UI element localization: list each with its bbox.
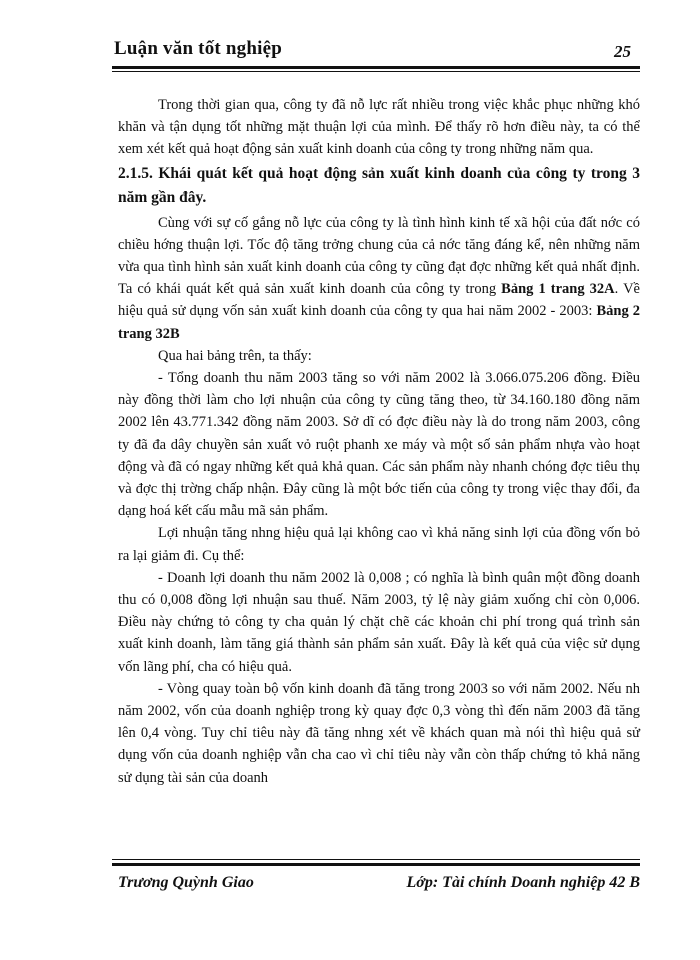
- paragraph-overview: [118, 212, 640, 345]
- paragraph-summary-intro: Qua hai bảng trên, ta thấy:: [158, 347, 312, 364]
- footer-class: Lớp: Tài chính Doanh nghiệp 42 B: [406, 874, 640, 891]
- paragraph-profit: Lợi nhuận tăng nhng hiệu quả lại không cao vì khả năng sinh lợi của đồng vốn bỏ ra lại giảm đi. Cụ thể:: [118, 525, 640, 564]
- page-number: 25: [614, 42, 631, 61]
- table-reference-2: Bảng 2 trang 32B: [118, 303, 640, 342]
- footer-rule-thin: [112, 859, 640, 860]
- paragraph-revenue: - Tổng doanh thu năm 2003 tăng so với năm 2002 là 3.066.075.206 đồng. Điều này đồng thời làm cho lợi nhuận của công ty cũng tăng theo, từ 34.160.180 đồng năm 2002 lên 43.771.342 đồng năm 2003. Sở dĩ có đợc điều này là do trong năm 2003, công ty đã đa dây chuyền sản xuất vỏ ruột phanh xe máy và một số sản phẩm nhựa vào hoạt động và đã có ngay những kết quả khả quan. Các sản phẩm này nhanh chóng đợc tiêu thụ và đợc thị trờng chấp nhận. Đây cũng là một bớc tiến của công ty trong việc thay đổi, đa dạng hoá kết cấu mẫu mã sản phẩm.: [118, 370, 640, 520]
- header-title: Luận văn tốt nghiệp: [114, 38, 282, 59]
- table-reference-1: Bảng 1 trang 32A: [501, 281, 615, 298]
- header-rule-thick: [112, 66, 640, 69]
- paragraph-margin: - Doanh lợi doanh thu năm 2002 là 0,008 ; có nghĩa là bình quân một đồng doanh thu có 0,008 đồng lợi nhuận sau thuế. Năm 2003, tỷ lệ này giảm xuống chỉ còn 0,006. Điều này chứng tỏ công ty cha quản lý chặt chẽ các khoản chi phí trong quá trình sản xuất kinh doanh, làm tăng giá thành sản phẩm sản xuất. Đây là kết quả của việc sử dụng vốn lãng phí, cha có hiệu quả.: [118, 569, 640, 675]
- header-rule-thin: [112, 71, 640, 72]
- paragraph-turnover: - Vòng quay toàn bộ vốn kinh doanh đã tăng trong 2003 so với năm 2002. Nếu nh năm 2002, vốn của doanh nghiệp trong kỳ quay đợc 0,3 vòng thì đến năm 2003 đã tăng lên 0,4 vòng. Tuy chỉ tiêu này đã tăng nhng xét về khách quan mà nói thì hiệu quả sử dụng vốn của doanh nghiệp vẫn cha cao vì chỉ tiêu này vẫn còn thấp chứng tỏ khả năng sử dụng tài sản của doanh: [118, 680, 640, 786]
- page-body: [118, 94, 640, 789]
- paragraph-overview-text-b: . Về hiệu quả sử dụng vốn sản xuất kinh doanh của công ty qua hai năm 2002 - 2003:: [118, 281, 640, 320]
- paragraph-overview-text-a: Cùng với sự cố gắng nỗ lực của công ty là tình hình kinh tế xã hội của đất nớc có chiều hớng thuận lợi. Tốc độ tăng trởng chung của cả nớc tăng đáng kể, nên những năm vừa qua tình hình sản xuất kinh doanh của công ty cũng đạt đợc những kết quả nhất định. Ta có khái quát kết quả sản xuất kinh doanh của công ty trong: [118, 214, 640, 298]
- paragraph-intro: Trong thời gian qua, công ty đã nỗ lực rất nhiều trong việc khắc phục những khó khăn và tận dụng tốt những mặt thuận lợi của mình. Để thấy rõ hơn điều này, ta có thể xem xét kết quả hoạt động sản xuất kinh doanh của công ty trong những năm qua.: [118, 97, 640, 158]
- footer-rule-thick: [112, 863, 640, 866]
- footer-author: Trương Quỳnh Giao: [118, 874, 254, 891]
- section-heading: 2.1.5. Khái quát kết quả hoạt động sản xuất kinh doanh của công ty trong 3 năm gần đây.: [118, 164, 640, 206]
